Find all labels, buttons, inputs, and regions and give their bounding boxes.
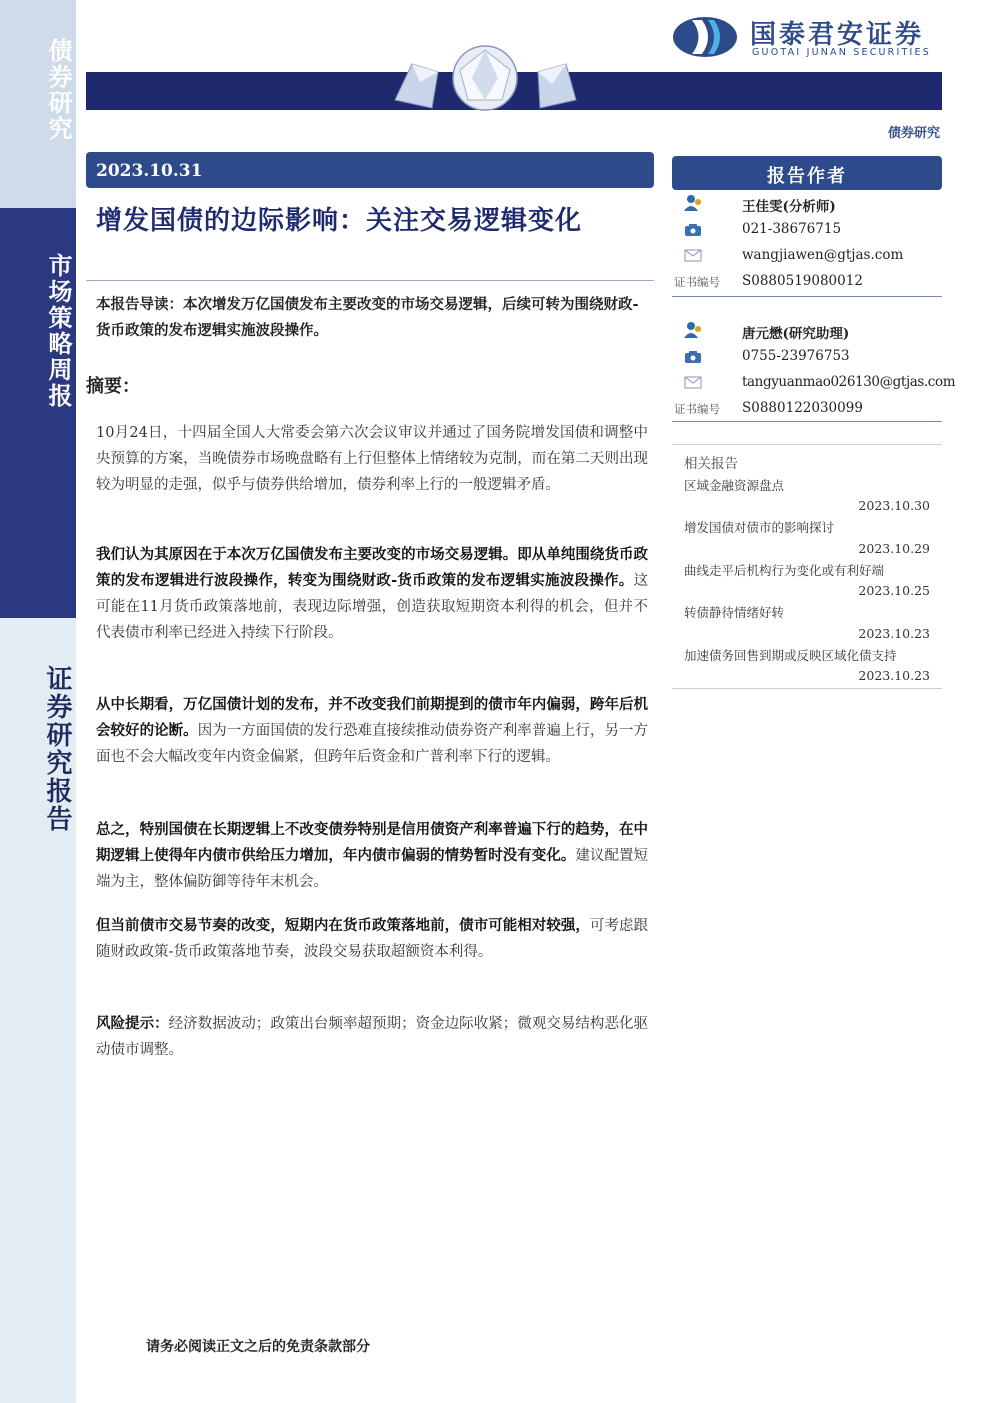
abstract-paragraph: 我们认为其原因在于本次万亿国债发布主要改变的市场交易逻辑。即从单纯围绕货币政策的发布逻辑进行波段操作，转变为围绕财政-货币政策的发布逻辑实施波段操作。这可能在11月货币政策落地前，表现边际增强，创造获取短期资本利得的机会，但并不代表债市利率已经进入持续下行阶段。 — [96, 546, 648, 641]
risk-warning: 风险提示：经济数据波动；政策出台频率超预期；资金边际收紧；微观交易结构恶化驱动债市调整。 — [96, 1015, 649, 1058]
cert-label: 证书编号 — [674, 402, 720, 416]
report-title: 增发国债的边际影响：关注交易逻辑变化 — [96, 206, 583, 236]
related-bottom-divider — [672, 688, 942, 689]
abstract-paragraph: 从中长期看，万亿国债计划的发布，并不改变我们前期提到的债市年内偏弱，跨年后机会较好的论断。因为一方面国债的发行恐难直接续推动债券资产利率普遍上行，另一方面也不会大幅改变年内资金偏紧，但跨年后资金和广普利率下行的逻辑。 — [96, 696, 649, 765]
author-cert: S0880122030099 — [742, 400, 863, 416]
logo-name-cn: 国泰君安证券 — [750, 20, 925, 50]
email-icon — [682, 372, 704, 392]
report-date: 2023.10.31 — [96, 161, 203, 181]
author-phone: 021-38676715 — [742, 221, 842, 237]
divider — [86, 280, 654, 281]
disclaimer-note: 请务必阅读正文之后的免责条款部分 — [146, 1339, 370, 1355]
related-report-date: 2023.10.25 — [858, 583, 930, 598]
report-lead: 本报告导读：本次增发万亿国债发布主要改变的市场交易逻辑，后续可转为围绕财政-货币政策的发布逻辑实施波段操作。 — [96, 296, 639, 339]
related-report-link[interactable]: 转债静待情绪好转 — [684, 605, 785, 620]
related-top-divider — [672, 444, 942, 445]
side-label-securities-report: 证券研究报告 — [42, 665, 72, 833]
abstract-paragraph: 10月24日，十四届全国人大常委会第六次会议审议并通过了国务院增发国债和调整中央预算的方案，当晚债券市场晚盘略有上行但整体上情绪较为克制，而在第二天则出现较为明显的走强，似乎与债券供给增加，债券利率上行的一般逻辑矛盾。 — [96, 425, 648, 493]
logo-name-en: GUOTAI JUNAN SECURITIES — [752, 47, 931, 58]
author-name: 王佳雯(分析师) — [742, 199, 836, 215]
related-report-date: 2023.10.23 — [858, 626, 930, 641]
logo-mark-icon — [672, 16, 738, 58]
section-tag: 债券研究 — [887, 126, 940, 141]
author-email[interactable]: wangjiawen@gtjas.com — [742, 247, 904, 263]
phone-icon — [682, 220, 704, 240]
authors-heading: 报告作者 — [767, 166, 847, 187]
related-report-date: 2023.10.29 — [858, 541, 930, 556]
author-cert: S0880519080012 — [742, 273, 863, 289]
company-logo — [672, 14, 947, 60]
author-email[interactable]: tangyuanmao026130@gtjas.com — [742, 374, 956, 390]
abstract-paragraph: 总之，特别国债在长期逻辑上不改变债券特别是信用债资产利率普遍下行的趋势，在中期逻辑上使得年内债市供给压力增加，年内债市偏弱的情势暂时没有变化。建议配置短端为主，整体偏防御等待年末机会。 — [96, 821, 648, 890]
phone-icon — [682, 347, 704, 367]
author-divider — [672, 421, 942, 422]
related-report-date: 2023.10.23 — [858, 668, 930, 683]
related-report-link[interactable]: 增发国债对债市的影响探讨 — [684, 520, 835, 535]
author-divider — [672, 296, 942, 297]
diamond-decoration-icon — [390, 42, 580, 114]
author-phone: 0755-23976753 — [742, 348, 850, 364]
author-name: 唐元懋(研究助理) — [742, 326, 850, 342]
person-icon — [682, 193, 704, 213]
person-icon — [682, 320, 704, 340]
related-heading: 相关报告 — [684, 456, 738, 472]
abstract-heading: 摘要： — [86, 376, 140, 397]
email-icon — [682, 245, 704, 265]
abstract-paragraph: 但当前债市交易节奏的改变，短期内在货币政策落地前，债市可能相对较强，可考虑跟随财政政策-货币政策落地节奏，波段交易获取超额资本利得。 — [96, 917, 649, 960]
side-label-weekly: 市场策略周报 — [44, 253, 73, 409]
cert-label: 证书编号 — [674, 275, 720, 289]
related-report-date: 2023.10.30 — [858, 498, 930, 513]
related-report-link[interactable]: 曲线走平后机构行为变化或有利好端 — [684, 563, 885, 578]
related-report-link[interactable]: 加速债务回售到期或反映区域化债支持 — [684, 648, 897, 663]
side-label-bond-research: 债券研究 — [44, 38, 73, 142]
related-report-link[interactable]: 区域金融资源盘点 — [684, 478, 785, 493]
